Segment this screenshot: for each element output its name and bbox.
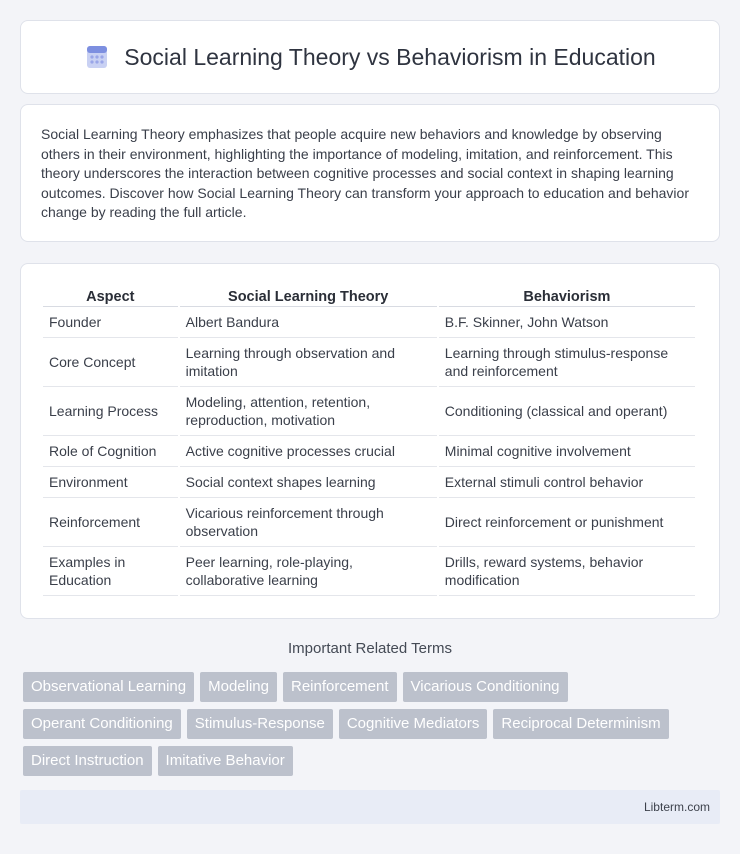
table-cell: Learning through stimulus-response and reinforcement [439,338,695,387]
table-cell: Learning Process [43,387,178,436]
table-cell: Founder [43,307,178,338]
tag-observational-learning[interactable]: Observational Learning [23,672,194,702]
table-cell: Examples in Education [43,547,178,596]
tag-cognitive-mediators[interactable]: Cognitive Mediators [339,709,488,739]
tag-stimulus-response[interactable]: Stimulus-Response [187,709,333,739]
footer [20,790,720,824]
table-cell: Peer learning, role-playing, collaborative learning [180,547,437,596]
tag-reinforcement[interactable]: Reinforcement [283,672,397,702]
table-row [43,436,695,467]
table-cell: Vicarious reinforcement through observation [180,498,437,547]
table-row [43,547,695,596]
table-cell: Role of Cognition [43,436,178,467]
table-cell: Conditioning (classical and operant) [439,387,695,436]
table-cell: Active cognitive processes crucial [180,436,437,467]
table-cell: Minimal cognitive involvement [439,436,695,467]
intro-card [20,104,720,242]
table-cell: Social context shapes learning [180,467,437,498]
footer-site-link[interactable]: Libterm.com [643,800,710,814]
table-cell: Learning through observation and imitation [180,338,437,387]
header-behaviorism: Behaviorism [439,284,695,307]
table-row [43,387,695,436]
tag-vicarious-conditioning[interactable]: Vicarious Conditioning [403,672,568,702]
related-terms-title: Important Related Terms [288,640,452,657]
table-row [43,307,695,338]
tag-reciprocal-determinism[interactable]: Reciprocal Determinism [493,709,668,739]
related-terms-list [23,672,723,783]
tag-operant-conditioning[interactable]: Operant Conditioning [23,709,181,739]
calculator-icon [84,44,110,70]
title-card [20,20,720,94]
table-row [43,338,695,387]
table-cell: Modeling, attention, retention, reproduction, motivation [180,387,437,436]
table-cell: Drills, reward systems, behavior modification [439,547,695,596]
table-row [43,498,695,547]
table-cell: Albert Bandura [180,307,437,338]
header-social-learning: Social Learning Theory [180,284,437,307]
comparison-table-card [20,263,720,619]
table-cell: External stimuli control behavior [439,467,695,498]
table-row [43,467,695,498]
table-cell: B.F. Skinner, John Watson [439,307,695,338]
tag-imitative-behavior[interactable]: Imitative Behavior [158,746,293,776]
table-cell: Direct reinforcement or punishment [439,498,695,547]
table-cell: Reinforcement [43,498,178,547]
table-cell: Environment [43,467,178,498]
page-title: Social Learning Theory vs Behaviorism in Education [124,43,656,70]
header-aspect: Aspect [43,284,178,307]
intro-text: Social Learning Theory emphasizes that people acquire new behaviors and knowledge by observing others in their environment, highlighting the importance of modeling, imitation, and reinforcement. This theory underscores the interaction between cognitive processes and social context in shaping learning outcomes. Discover how Social Learning Theory can transform your approach to education and behavior change by reading the full article. [41,126,689,220]
comparison-table [41,284,697,596]
tag-direct-instruction[interactable]: Direct Instruction [23,746,152,776]
tag-modeling[interactable]: Modeling [200,672,277,702]
table-cell: Core Concept [43,338,178,387]
